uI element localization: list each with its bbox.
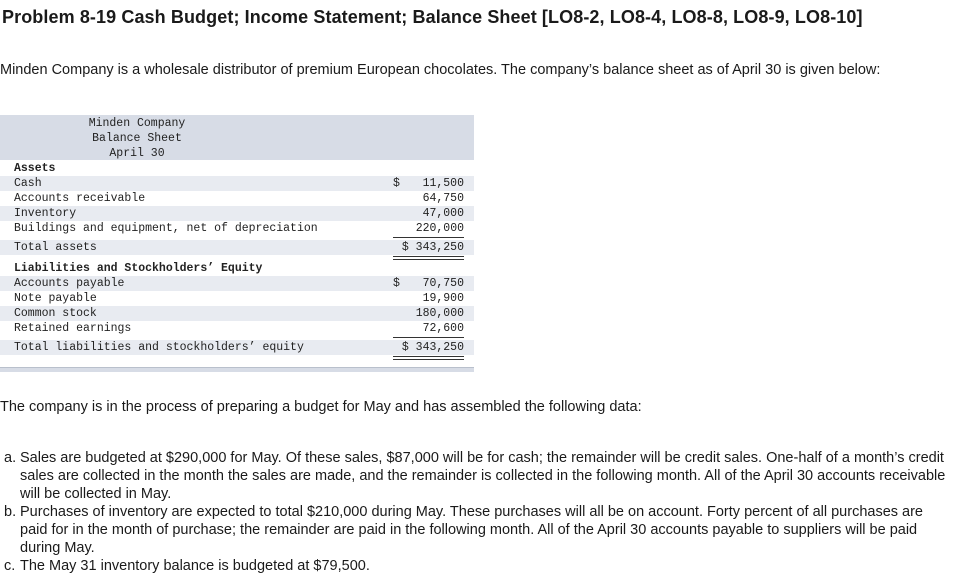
row-amount: 11,500: [422, 177, 464, 190]
row-label: Common stock: [14, 307, 97, 320]
row-amount: 220,000: [415, 222, 464, 235]
row-label: Accounts receivable: [14, 192, 146, 205]
row-amount: 19,900: [422, 292, 464, 305]
row-amount: 64,750: [422, 192, 464, 205]
item-text: Purchases of inventory are expected to total $210,000 during May. These purchases will all be on account. Forty percent of all purchases are paid for in the month of purchase; the remainder are paid in the following month. All of the April 30 accounts payable to suppliers will be paid during May.: [20, 504, 924, 556]
row-label: Note payable: [14, 292, 97, 305]
row-label: Retained earnings: [14, 322, 132, 335]
subtotal-underline: [393, 337, 464, 338]
item-text: The May 31 inventory balance is budgeted at $79,500.: [20, 558, 370, 574]
table-row: [0, 276, 474, 291]
table-row: [0, 306, 474, 321]
row-amount: $ 343,250: [401, 341, 464, 354]
row-amount: 70,750: [422, 277, 464, 290]
row-label: Total assets: [14, 241, 97, 254]
total-assets-row: [0, 240, 474, 255]
liabilities-heading-row: [0, 261, 474, 276]
row-amount: 72,600: [422, 322, 464, 335]
company-name: Minden Company: [88, 117, 186, 130]
row-label: Buildings and equipment, net of depreciation: [14, 222, 318, 235]
budget-data-list: [4, 449, 954, 575]
row-amount: 47,000: [422, 207, 464, 220]
item-marker: a.: [4, 450, 17, 466]
list-item: [4, 557, 954, 575]
total-double-underline: [393, 256, 464, 260]
dollar-sign: $: [393, 277, 400, 290]
table-row: [0, 221, 474, 236]
liabilities-heading: Liabilities and Stockholders’ Equity: [14, 262, 263, 275]
row-label: Accounts payable: [14, 277, 125, 290]
problem-title: Problem 8-19 Cash Budget; Income Statement; Balance Sheet [LO8-2, LO8-4, LO8-8, LO8-9, LO8-10]: [2, 7, 863, 27]
table-row: [0, 176, 474, 191]
table-row: [0, 206, 474, 221]
table-row: [0, 321, 474, 336]
balance-sheet-header: [0, 115, 474, 160]
total-double-underline: [393, 356, 464, 360]
row-amount: $ 343,250: [401, 241, 464, 254]
row-amount: 180,000: [415, 307, 464, 320]
subtotal-underline: [393, 237, 464, 238]
balance-sheet-table: [0, 115, 474, 375]
list-item: [4, 503, 954, 557]
statement-name: Balance Sheet: [92, 132, 182, 145]
budget-intro: The company is in the process of preparing a budget for May and has assembled the following data:: [0, 399, 642, 415]
assets-heading-row: [0, 161, 474, 176]
item-text: Sales are budgeted at $290,000 for May. Of these sales, $87,000 will be for cash; the remainder will be credit sales. One-half of a month’s credit sales are collected in the month the sales are made, and the remainder is collected in the following month. All of the April 30 accounts receivable will be collected in May.: [20, 450, 946, 502]
table-footer-bar: [0, 367, 474, 372]
item-marker: b.: [4, 504, 17, 520]
dollar-sign: $: [393, 177, 400, 190]
item-marker: c.: [4, 558, 16, 574]
list-item: [4, 449, 954, 503]
table-row: [0, 291, 474, 306]
table-row: [0, 191, 474, 206]
statement-date: April 30: [109, 147, 165, 160]
total-liabilities-row: [0, 340, 474, 355]
row-label: Total liabilities and stockholders’ equity: [14, 341, 304, 354]
intro-paragraph: Minden Company is a wholesale distributor of premium European chocolates. The company’s balance sheet as of April 30 is given below:: [0, 62, 881, 78]
row-label: Inventory: [14, 207, 77, 220]
assets-heading: Assets: [14, 162, 56, 175]
row-label: Cash: [14, 177, 42, 190]
